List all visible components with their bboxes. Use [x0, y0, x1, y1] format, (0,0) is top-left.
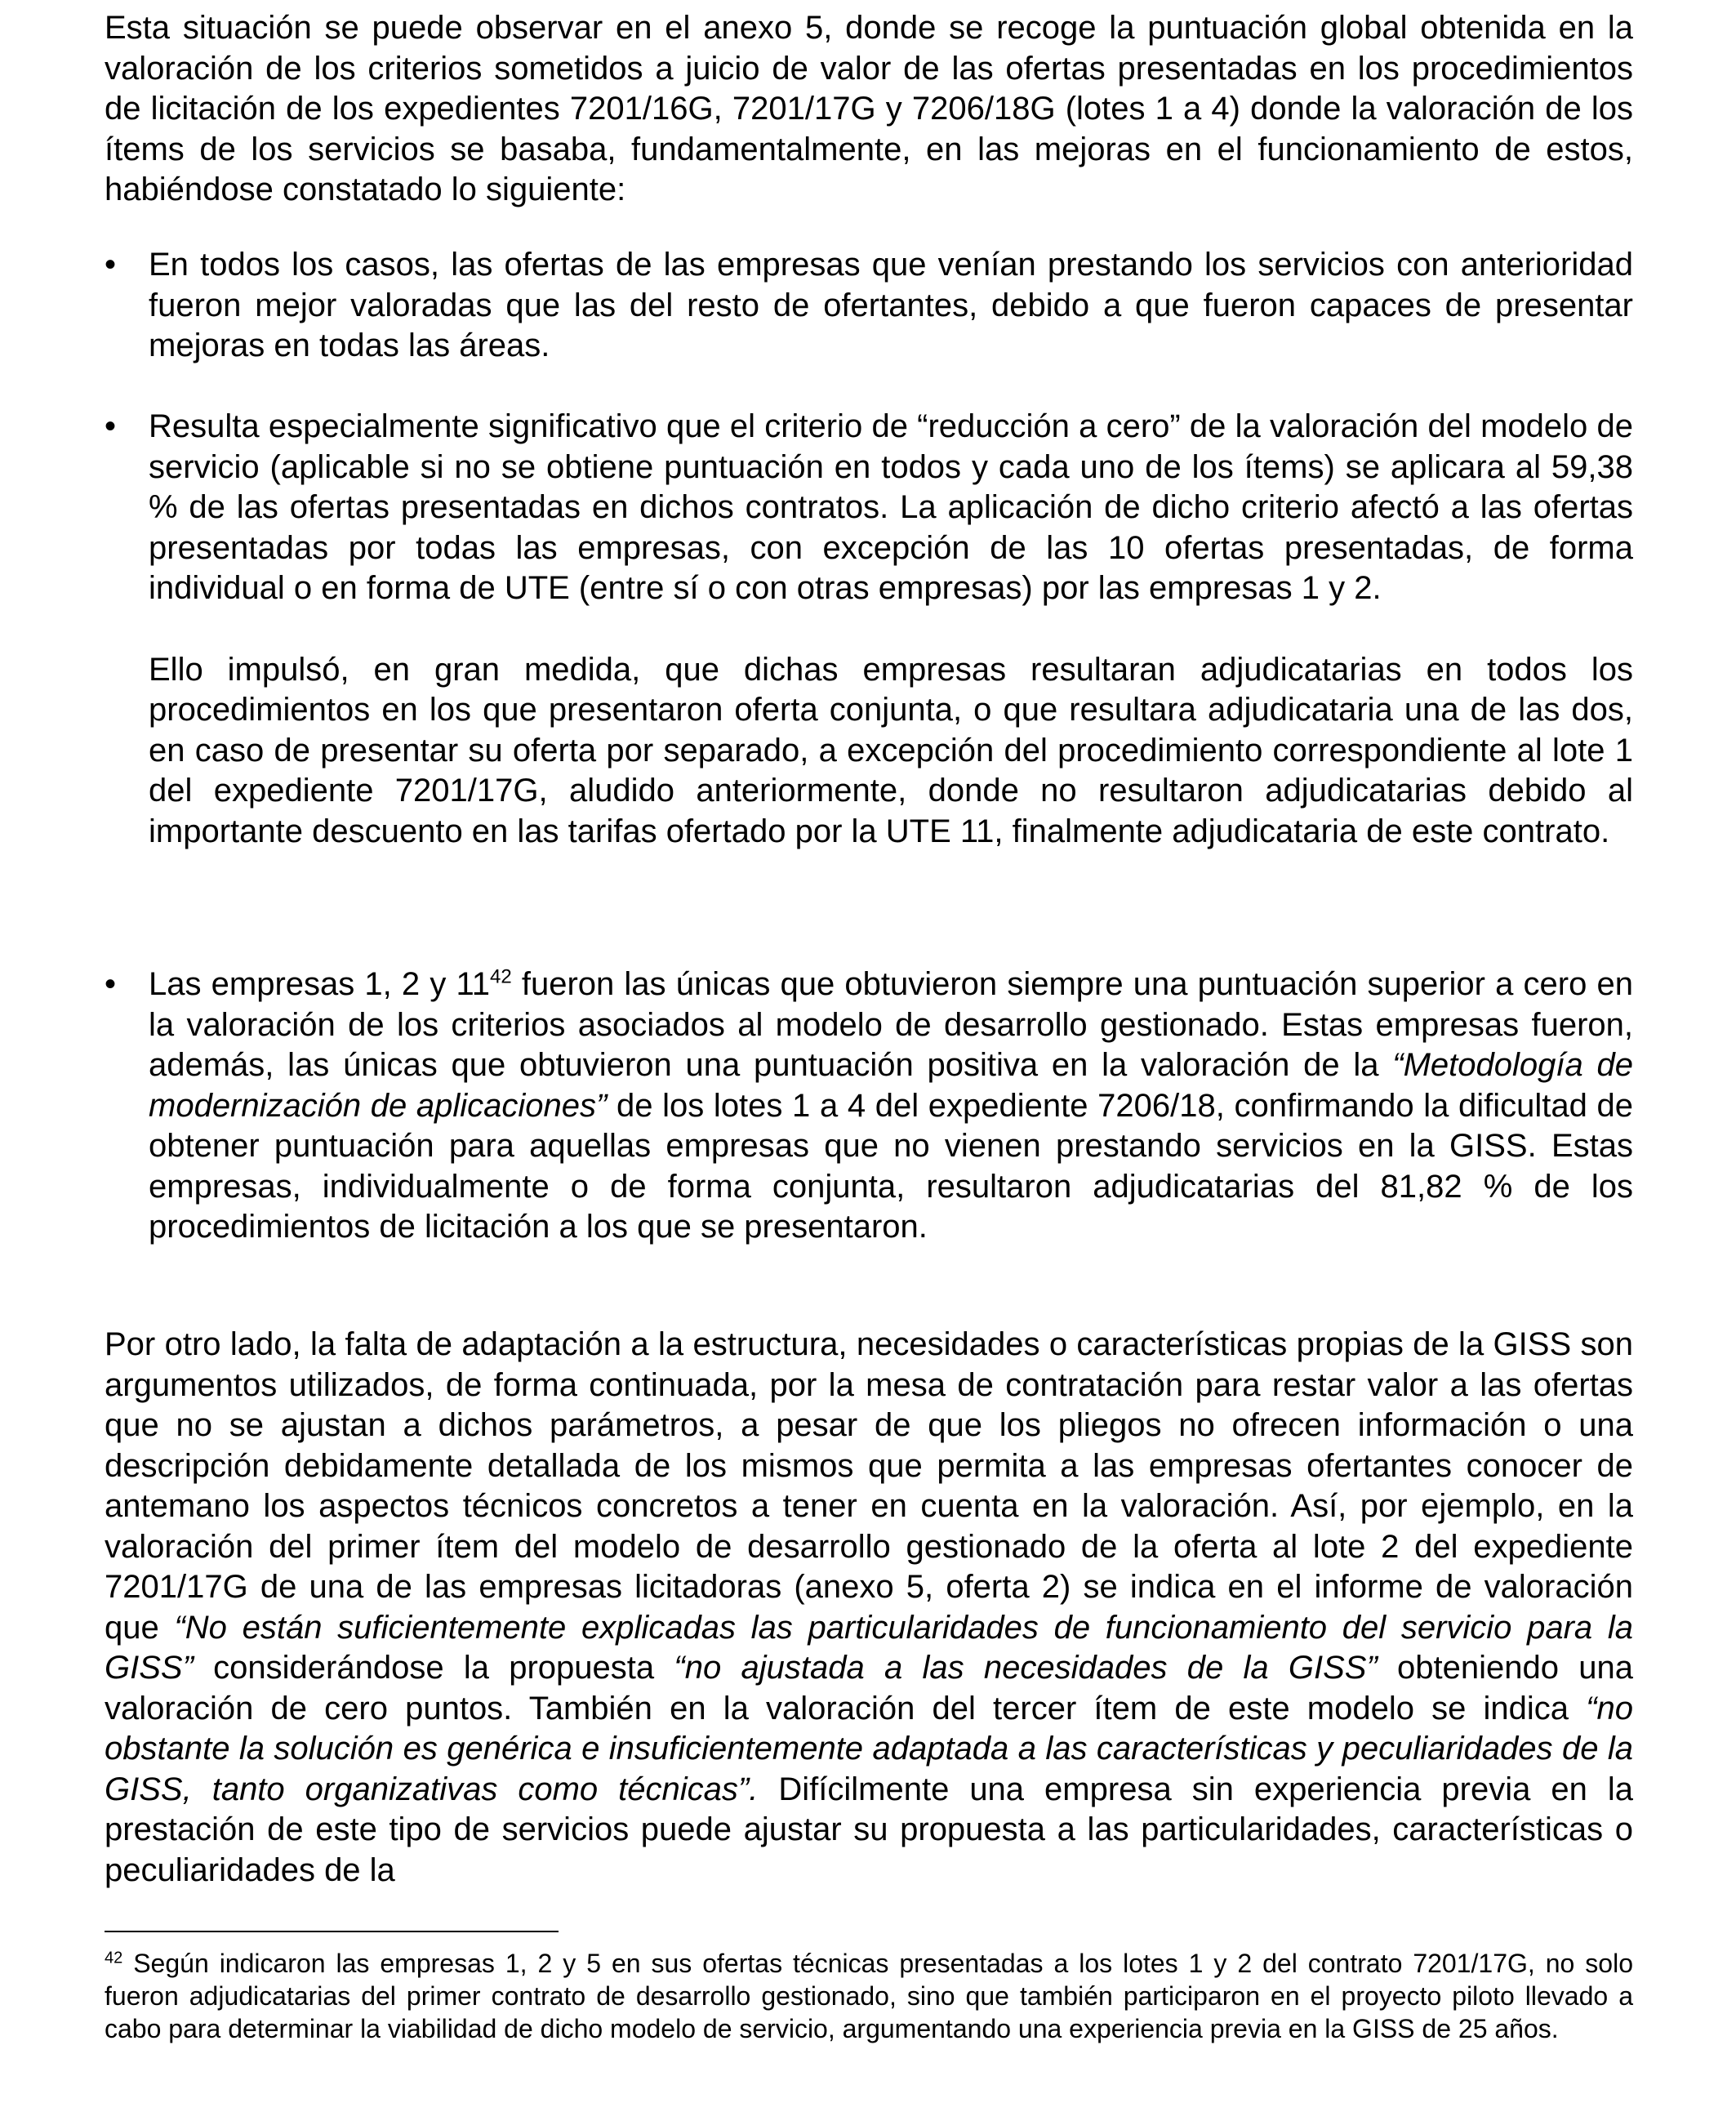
- quoted-methodology: “Metodología de modernización de aplicaciones”: [149, 1047, 1633, 1124]
- bullet-icon: •: [105, 408, 117, 444]
- footnote-text: [105, 1947, 1633, 2045]
- closing-paragraph: [105, 1325, 1633, 1891]
- bullet-item-1: [105, 245, 1633, 367]
- bullet-3-text-c: de los lotes 1 a 4 del expediente 7206/18, confirmando la dificultad de obtener puntuación para aquellas empresas que no vienen prestando servicios en la GISS. Estas empresas, individualmente o de forma conjunta, resultaron adjudicatarias del 81,82 % de los procedimientos de licitación a los que se presentaron.: [149, 1087, 1634, 1245]
- quote-3: “no obstante la solución es genérica e insuficientemente adaptada a las características y peculiaridades de la GISS, tanto organizativas como técnicas”.: [105, 1690, 1633, 1807]
- footnote-number: 42: [105, 1949, 123, 1967]
- bullet-2-paragraph-1: Resulta especialmente significativo que el criterio de “reducción a cero” de la valoración del modelo de servicio (aplicable si no se obtiene puntuación en todos y cada uno de los ítems) se aplicara al 59,38 % de las ofertas presentadas en dichos contratos. La aplicación de dicho criterio afectó a las ofertas presentadas por todas las empresas, con excepción de las 10 ofertas presentadas, de forma individual o en forma de UTE (entre sí o con otras empresas) por las empresas 1 y 2.: [149, 408, 1633, 606]
- closing-text-d: Difícilmente una empresa sin experiencia previa en la prestación de este tipo de servicios puede ajustar su propuesta a las particularidades, características o peculiaridades de la: [105, 1771, 1633, 1888]
- quote-1: “No están suficientemente explicadas las particularidades de funcionamiento del servicio para la GISS”: [105, 1609, 1633, 1686]
- quote-2: “no ajustada a las necesidades de la GISS”: [674, 1650, 1378, 1686]
- closing-text-c: obteniendo una valoración de cero puntos. También en la valoración del tercer ítem de este modelo se indica: [105, 1650, 1634, 1727]
- footnote: [105, 1947, 1633, 2045]
- bullet-2-paragraph-2: Ello impulsó, en gran medida, que dichas empresas resultaran adjudicatarias en todos los procedimientos en los que presentaron oferta conjunta, o que resultara adjudicataria una de las dos, en caso de presentar su oferta por separado, a excepción del procedimiento correspondiente al lote 1 del expediente 7201/17G, aludido anteriormente, donde no resultaron adjudicatarias debido al importante descuento en las tarifas ofertado por la UTE 11, finalmente adjudicataria de este contrato.: [149, 651, 1633, 849]
- bullet-icon: •: [105, 966, 117, 1002]
- bullet-3-text-b: fueron las únicas que obtuvieron siempre una puntuación superior a cero en la valoración de los criterios asociados al modelo de desarrollo gestionado. Estas empresas fueron, además, las únicas que obtuvieron una puntuación positiva en la valoración de la: [149, 966, 1634, 1083]
- footnote-reference[interactable]: 42: [490, 965, 512, 988]
- footnote-divider: [105, 1931, 559, 1932]
- bullet-item-2: [105, 407, 1633, 852]
- bullet-icon: •: [105, 247, 117, 283]
- closing-text-a: Por otro lado, la falta de adaptación a la estructura, necesidades o características propias de la GISS son argumentos utilizados, de forma continuada, por la mesa de contratación para restar valor a las ofertas que no se ajustan a dichos parámetros, a pesar de que los pliegos no ofrecen información o una descripción debidamente detallada de los mismos que permita a las empresas ofertantes conocer de antemano los aspectos técnicos concretos a tener en cuenta en la valoración. Así, por ejemplo, en la valoración del primer ítem del modelo de desarrollo gestionado de la oferta al lote 2 del expediente 7201/17G de una de las empresas licitadoras (anexo 5, oferta 2) se indica en el informe de valoración que: [105, 1326, 1633, 1646]
- closing-text-b: considerándose la propuesta: [193, 1650, 674, 1686]
- footnote-body: Según indicaron las empresas 1, 2 y 5 en sus ofertas técnicas presentadas a los lotes 1 y 2 del contrato 7201/17G, no solo fueron adjudicatarias del primer contrato de desarrollo gestionado, sino que también participaron en el proyecto piloto llevado a cabo para determinar la viabilidad de dicho modelo de servicio, argumentando una experiencia previa en la GISS de 25 años.: [105, 1949, 1633, 2043]
- bullet-3-text-a: Las empresas 1, 2 y 11: [149, 966, 490, 1002]
- bullet-1-text: En todos los casos, las ofertas de las empresas que venían prestando los servicios con anterioridad fueron mejor valoradas que las del resto de ofertantes, debido a que fueron capaces de presentar mejoras en todas las áreas.: [149, 247, 1633, 363]
- bullet-3-text: [149, 965, 1633, 1248]
- intro-paragraph: Esta situación se puede observar en el anexo 5, donde se recoge la puntuación global obtenida en la valoración de los criterios sometidos a juicio de valor de las ofertas presentadas en los procedimientos de licitación de los expedientes 7201/16G, 7201/17G y 7206/18G (lotes 1 a 4) donde la valoración de los ítems de los servicios se basaba, fundamentalmente, en las mejoras en el funcionamiento de estos, habiéndose constatado lo siguiente:: [105, 10, 1633, 207]
- bullet-item-3: [105, 965, 1633, 1248]
